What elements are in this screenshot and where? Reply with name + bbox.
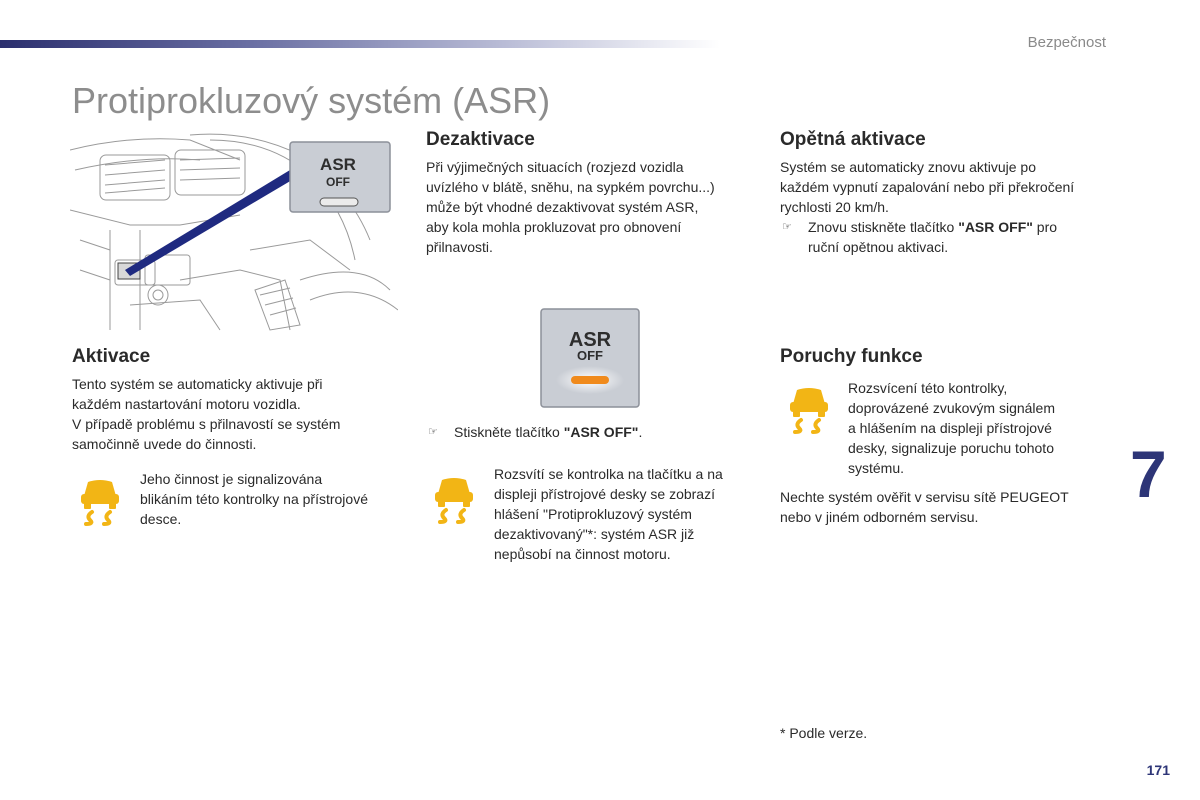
poruchy-heading: Poruchy funkce <box>780 346 923 367</box>
text-line: nepůsobí na činnost motoru. <box>494 546 671 562</box>
aktivace-note <box>140 469 368 529</box>
text-line: Jeho činnost je signalizována <box>140 471 323 487</box>
text-line: Tento systém se automaticky aktivuje při <box>72 376 323 392</box>
bullet-line: ruční opětnou aktivaci. <box>808 239 949 255</box>
asr-button-label: ASR <box>568 329 612 351</box>
text-line: může být vhodné dezaktivovat systém ASR, <box>426 199 699 215</box>
opetna-text <box>780 157 1074 217</box>
dashboard-illustration <box>70 130 398 333</box>
traction-warning-icon <box>78 476 122 526</box>
text-line: každém vypnutí zapalování nebo při překročení <box>780 179 1075 195</box>
aktivace-heading: Aktivace <box>72 346 151 367</box>
text-line: a hlášením na displeji přístrojové <box>848 420 1052 436</box>
chapter-number: 7 <box>1130 437 1167 511</box>
text-line: V případě problému s přilnavostí se systém <box>72 416 341 432</box>
illustration-asr-label: ASR <box>320 155 356 174</box>
bullet-suffix: pro <box>1032 219 1058 235</box>
dezaktivace-heading: Dezaktivace <box>426 129 535 150</box>
section-name: Bezpečnost <box>1027 34 1106 51</box>
pointer-bullet-icon: ☞ <box>782 221 792 233</box>
header-bar <box>0 40 720 48</box>
text-line: Při výjimečných situacích (rozjezd vozidla <box>426 159 684 175</box>
text-line: rychlosti 20 km/h. <box>780 199 889 215</box>
text-line: desce. <box>140 511 182 527</box>
page-title: Protiprokluzový systém (ASR) <box>72 80 551 121</box>
text-line: Nechte systém ověřit v servisu sítě PEUGEOT <box>780 489 1069 505</box>
traction-warning-icon <box>787 384 831 434</box>
bullet-bold: "ASR OFF" <box>958 219 1033 235</box>
bullet-bold: "ASR OFF" <box>563 424 639 440</box>
text-line: samočinně uvede do činnosti. <box>72 436 257 452</box>
dezaktivace-bullet <box>426 422 642 442</box>
text-line: desky, signalizuje poruchu tohoto <box>848 440 1054 456</box>
text-line: dezaktivovaný"*: systém ASR již <box>494 526 695 542</box>
opetna-heading: Opětná aktivace <box>780 129 926 150</box>
text-line: uvízlého v blátě, sněhu, na sypkém povrchu...) <box>426 179 715 195</box>
bullet-text: Stiskněte tlačítko <box>454 424 564 440</box>
bullet-text: Znovu stiskněte tlačítko <box>808 219 959 235</box>
text-line: nebo v jiném odborném servisu. <box>780 509 979 525</box>
text-line: přilnavosti. <box>426 239 493 255</box>
asr-off-button-icon <box>540 308 640 408</box>
text-line: Rozsvítí se kontrolka na tlačítku a na <box>494 466 723 482</box>
off-button-label: OFF <box>577 348 603 363</box>
aktivace-text <box>72 374 340 454</box>
text-line: doprovázené zvukovým signálem <box>848 400 1055 416</box>
pointer-bullet-icon: ☞ <box>428 426 438 438</box>
dezaktivace-text <box>426 157 715 257</box>
traction-warning-icon <box>432 474 476 524</box>
dezaktivace-note <box>494 464 723 564</box>
poruchy-note <box>848 378 1055 478</box>
opetna-bullet <box>780 217 1057 257</box>
bullet-suffix: . <box>638 424 643 440</box>
text-line: hlášení "Protiprokluzový systém <box>494 506 692 522</box>
page-number: 171 <box>1146 762 1170 778</box>
illustration-off-label: OFF <box>326 175 350 189</box>
poruchy-text <box>780 487 1069 527</box>
text-line: systému. <box>848 460 905 476</box>
footnote: * Podle verze. <box>780 725 868 741</box>
text-line: Systém se automaticky znovu aktivuje po <box>780 159 1037 175</box>
text-line: blikáním této kontrolky na přístrojové <box>140 491 368 507</box>
text-line: Rozsvícení této kontrolky, <box>848 380 1008 396</box>
text-line: aby kola mohla prokluzovat pro obnovení <box>426 219 682 235</box>
text-line: displeji přístrojové desky se zobrazí <box>494 486 715 502</box>
text-line: každém nastartování motoru vozidla. <box>72 396 301 412</box>
